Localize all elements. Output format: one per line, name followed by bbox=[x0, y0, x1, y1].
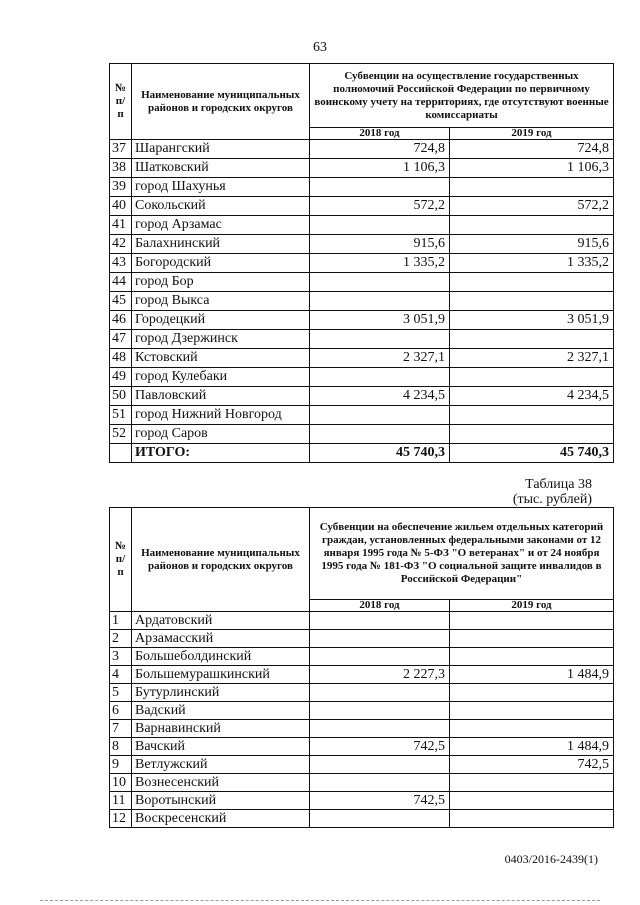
row-number: 2 bbox=[110, 630, 132, 648]
table-row bbox=[110, 159, 614, 178]
row-value-2019 bbox=[450, 406, 614, 425]
row-value-2019 bbox=[450, 425, 614, 444]
row-name: Арзамасский bbox=[132, 630, 310, 648]
row-value-2018 bbox=[310, 648, 450, 666]
row-value-2018: 724,8 bbox=[310, 140, 450, 159]
table-row bbox=[110, 292, 614, 311]
row-number: 47 bbox=[110, 330, 132, 349]
row-value-2018: 742,5 bbox=[310, 738, 450, 756]
table-row bbox=[110, 349, 614, 368]
row-value-2018: 4 234,5 bbox=[310, 387, 450, 406]
page-number: 63 bbox=[313, 40, 327, 55]
row-value-2018 bbox=[310, 702, 450, 720]
total-value-2018: 45 740,3 bbox=[310, 444, 450, 463]
row-name: город Арзамас bbox=[132, 216, 310, 235]
table-row bbox=[110, 140, 614, 159]
row-name: город Нижний Новгород bbox=[132, 406, 310, 425]
row-name: город Дзержинск bbox=[132, 330, 310, 349]
row-number: 41 bbox=[110, 216, 132, 235]
table-row bbox=[110, 197, 614, 216]
subventions-housing-table bbox=[109, 507, 614, 828]
total-value-2019: 45 740,3 bbox=[450, 444, 614, 463]
row-value-2018: 915,6 bbox=[310, 235, 450, 254]
row-value-2018 bbox=[310, 425, 450, 444]
row-value-2018 bbox=[310, 612, 450, 630]
row-name: Вадский bbox=[132, 702, 310, 720]
row-value-2018: 1 106,3 bbox=[310, 159, 450, 178]
row-value-2019: 3 051,9 bbox=[450, 311, 614, 330]
column-header-name: Наименование муниципальных районов и городских округов bbox=[132, 64, 310, 140]
row-name: город Кулебаки bbox=[132, 368, 310, 387]
row-number: 7 bbox=[110, 720, 132, 738]
table-row bbox=[110, 178, 614, 197]
row-number: 42 bbox=[110, 235, 132, 254]
row-name: город Выкса bbox=[132, 292, 310, 311]
row-value-2019: 915,6 bbox=[450, 235, 614, 254]
table-row bbox=[110, 368, 614, 387]
row-name: Воротынский bbox=[132, 792, 310, 810]
table-row bbox=[110, 702, 614, 720]
row-name: Сокольский bbox=[132, 197, 310, 216]
table-row bbox=[110, 406, 614, 425]
table-row bbox=[110, 738, 614, 756]
table-row bbox=[110, 216, 614, 235]
row-value-2018 bbox=[310, 178, 450, 197]
table-row bbox=[110, 666, 614, 684]
row-value-2018 bbox=[310, 216, 450, 235]
column-header-subvention: Субвенции на осуществление государственных полномочий Российской Федерации по первичному воинскому учету на территориях, где отсутствуют военные комиссариаты bbox=[310, 64, 614, 128]
table-row bbox=[110, 254, 614, 273]
row-number: 44 bbox=[110, 273, 132, 292]
column-header-2019: 2019 год bbox=[450, 600, 614, 612]
row-name: Павловский bbox=[132, 387, 310, 406]
row-name: Шарангский bbox=[132, 140, 310, 159]
column-header-2018: 2018 год bbox=[310, 128, 450, 140]
row-value-2018 bbox=[310, 406, 450, 425]
row-number: 5 bbox=[110, 684, 132, 702]
row-number: 52 bbox=[110, 425, 132, 444]
row-number: 39 bbox=[110, 178, 132, 197]
row-value-2019: 742,5 bbox=[450, 756, 614, 774]
table-row bbox=[110, 720, 614, 738]
row-value-2019 bbox=[450, 774, 614, 792]
row-value-2018 bbox=[310, 756, 450, 774]
table-row bbox=[110, 756, 614, 774]
row-number: 11 bbox=[110, 792, 132, 810]
row-number: 51 bbox=[110, 406, 132, 425]
table-row bbox=[110, 330, 614, 349]
row-name: Ветлужский bbox=[132, 756, 310, 774]
table-row bbox=[110, 774, 614, 792]
row-number: 46 bbox=[110, 311, 132, 330]
row-name: Ардатовский bbox=[132, 612, 310, 630]
table-row bbox=[110, 630, 614, 648]
row-name: Вознесенский bbox=[132, 774, 310, 792]
column-header-number: № п/п bbox=[110, 508, 132, 612]
row-name: Городецкий bbox=[132, 311, 310, 330]
row-name: город Шахунья bbox=[132, 178, 310, 197]
row-value-2019 bbox=[450, 330, 614, 349]
row-value-2019 bbox=[450, 720, 614, 738]
table-row bbox=[110, 235, 614, 254]
row-name: Воскресенский bbox=[132, 810, 310, 828]
row-value-2018: 2 327,1 bbox=[310, 349, 450, 368]
row-number: 50 bbox=[110, 387, 132, 406]
row-value-2018: 1 335,2 bbox=[310, 254, 450, 273]
row-value-2019 bbox=[450, 702, 614, 720]
column-header-2018: 2018 год bbox=[310, 600, 450, 612]
row-value-2018: 2 227,3 bbox=[310, 666, 450, 684]
table-row bbox=[110, 311, 614, 330]
row-number: 1 bbox=[110, 612, 132, 630]
row-number: 38 bbox=[110, 159, 132, 178]
row-value-2019: 1 484,9 bbox=[450, 738, 614, 756]
row-value-2019 bbox=[450, 216, 614, 235]
row-name: город Саров bbox=[132, 425, 310, 444]
row-value-2019 bbox=[450, 648, 614, 666]
row-value-2018 bbox=[310, 368, 450, 387]
column-header-number: № п/п bbox=[110, 64, 132, 140]
column-header-subvention: Субвенции на обеспечение жильем отдельных категорий граждан, установленных федеральными законами от 12 января 1995 года № 5-ФЗ "О ветеранах" и от 24 ноября 1995 года № 181-ФЗ "О социальной защите инвалидов в Российской Федерации" bbox=[310, 508, 614, 600]
total-label: ИТОГО: bbox=[132, 444, 310, 463]
row-number: 49 bbox=[110, 368, 132, 387]
subventions-military-registration-table bbox=[109, 63, 614, 463]
row-number: 6 bbox=[110, 702, 132, 720]
row-value-2018 bbox=[310, 630, 450, 648]
table-row bbox=[110, 387, 614, 406]
total-number-cell bbox=[110, 444, 132, 463]
row-value-2019: 724,8 bbox=[450, 140, 614, 159]
row-number: 9 bbox=[110, 756, 132, 774]
row-name: Шатковский bbox=[132, 159, 310, 178]
row-value-2018 bbox=[310, 774, 450, 792]
row-name: Богородский bbox=[132, 254, 310, 273]
row-name: Большемурашкинский bbox=[132, 666, 310, 684]
table-row bbox=[110, 792, 614, 810]
row-value-2018: 742,5 bbox=[310, 792, 450, 810]
row-number: 8 bbox=[110, 738, 132, 756]
row-number: 3 bbox=[110, 648, 132, 666]
table-row bbox=[110, 684, 614, 702]
row-value-2019: 572,2 bbox=[450, 197, 614, 216]
row-value-2019: 1 106,3 bbox=[450, 159, 614, 178]
row-name: Варнавинский bbox=[132, 720, 310, 738]
row-value-2019 bbox=[450, 273, 614, 292]
total-row bbox=[110, 444, 614, 463]
row-number: 48 bbox=[110, 349, 132, 368]
row-value-2019 bbox=[450, 792, 614, 810]
row-number: 40 bbox=[110, 197, 132, 216]
column-header-name: Наименование муниципальных районов и городских округов bbox=[132, 508, 310, 612]
row-value-2019 bbox=[450, 612, 614, 630]
row-name: Бутурлинский bbox=[132, 684, 310, 702]
row-name: Кстовский bbox=[132, 349, 310, 368]
row-number: 37 bbox=[110, 140, 132, 159]
row-value-2019 bbox=[450, 178, 614, 197]
row-name: Большеболдинский bbox=[132, 648, 310, 666]
table-row bbox=[110, 612, 614, 630]
row-value-2019 bbox=[450, 368, 614, 387]
table-row bbox=[110, 648, 614, 666]
row-name: Балахнинский bbox=[132, 235, 310, 254]
row-value-2019: 1 335,2 bbox=[450, 254, 614, 273]
row-value-2018: 3 051,9 bbox=[310, 311, 450, 330]
row-name: Вачский bbox=[132, 738, 310, 756]
row-value-2019: 1 484,9 bbox=[450, 666, 614, 684]
row-value-2019 bbox=[450, 810, 614, 828]
table-row bbox=[110, 810, 614, 828]
row-number: 12 bbox=[110, 810, 132, 828]
row-value-2018 bbox=[310, 720, 450, 738]
row-value-2019: 4 234,5 bbox=[450, 387, 614, 406]
bottom-rule bbox=[40, 900, 600, 901]
table-row bbox=[110, 425, 614, 444]
row-value-2019 bbox=[450, 630, 614, 648]
row-value-2018 bbox=[310, 330, 450, 349]
row-name: город Бор bbox=[132, 273, 310, 292]
row-value-2018 bbox=[310, 684, 450, 702]
row-number: 45 bbox=[110, 292, 132, 311]
row-value-2019 bbox=[450, 292, 614, 311]
table-caption-title: Таблица 38 bbox=[525, 477, 592, 492]
table-row bbox=[110, 273, 614, 292]
document-code: 0403/2016-2439(1) bbox=[504, 852, 598, 866]
row-number: 43 bbox=[110, 254, 132, 273]
row-value-2018: 572,2 bbox=[310, 197, 450, 216]
row-value-2019 bbox=[450, 684, 614, 702]
row-value-2019: 2 327,1 bbox=[450, 349, 614, 368]
column-header-2019: 2019 год bbox=[450, 128, 614, 140]
table-caption-units: (тыс. рублей) bbox=[512, 492, 592, 507]
row-value-2018 bbox=[310, 292, 450, 311]
row-number: 4 bbox=[110, 666, 132, 684]
row-value-2018 bbox=[310, 273, 450, 292]
row-value-2018 bbox=[310, 810, 450, 828]
row-number: 10 bbox=[110, 774, 132, 792]
